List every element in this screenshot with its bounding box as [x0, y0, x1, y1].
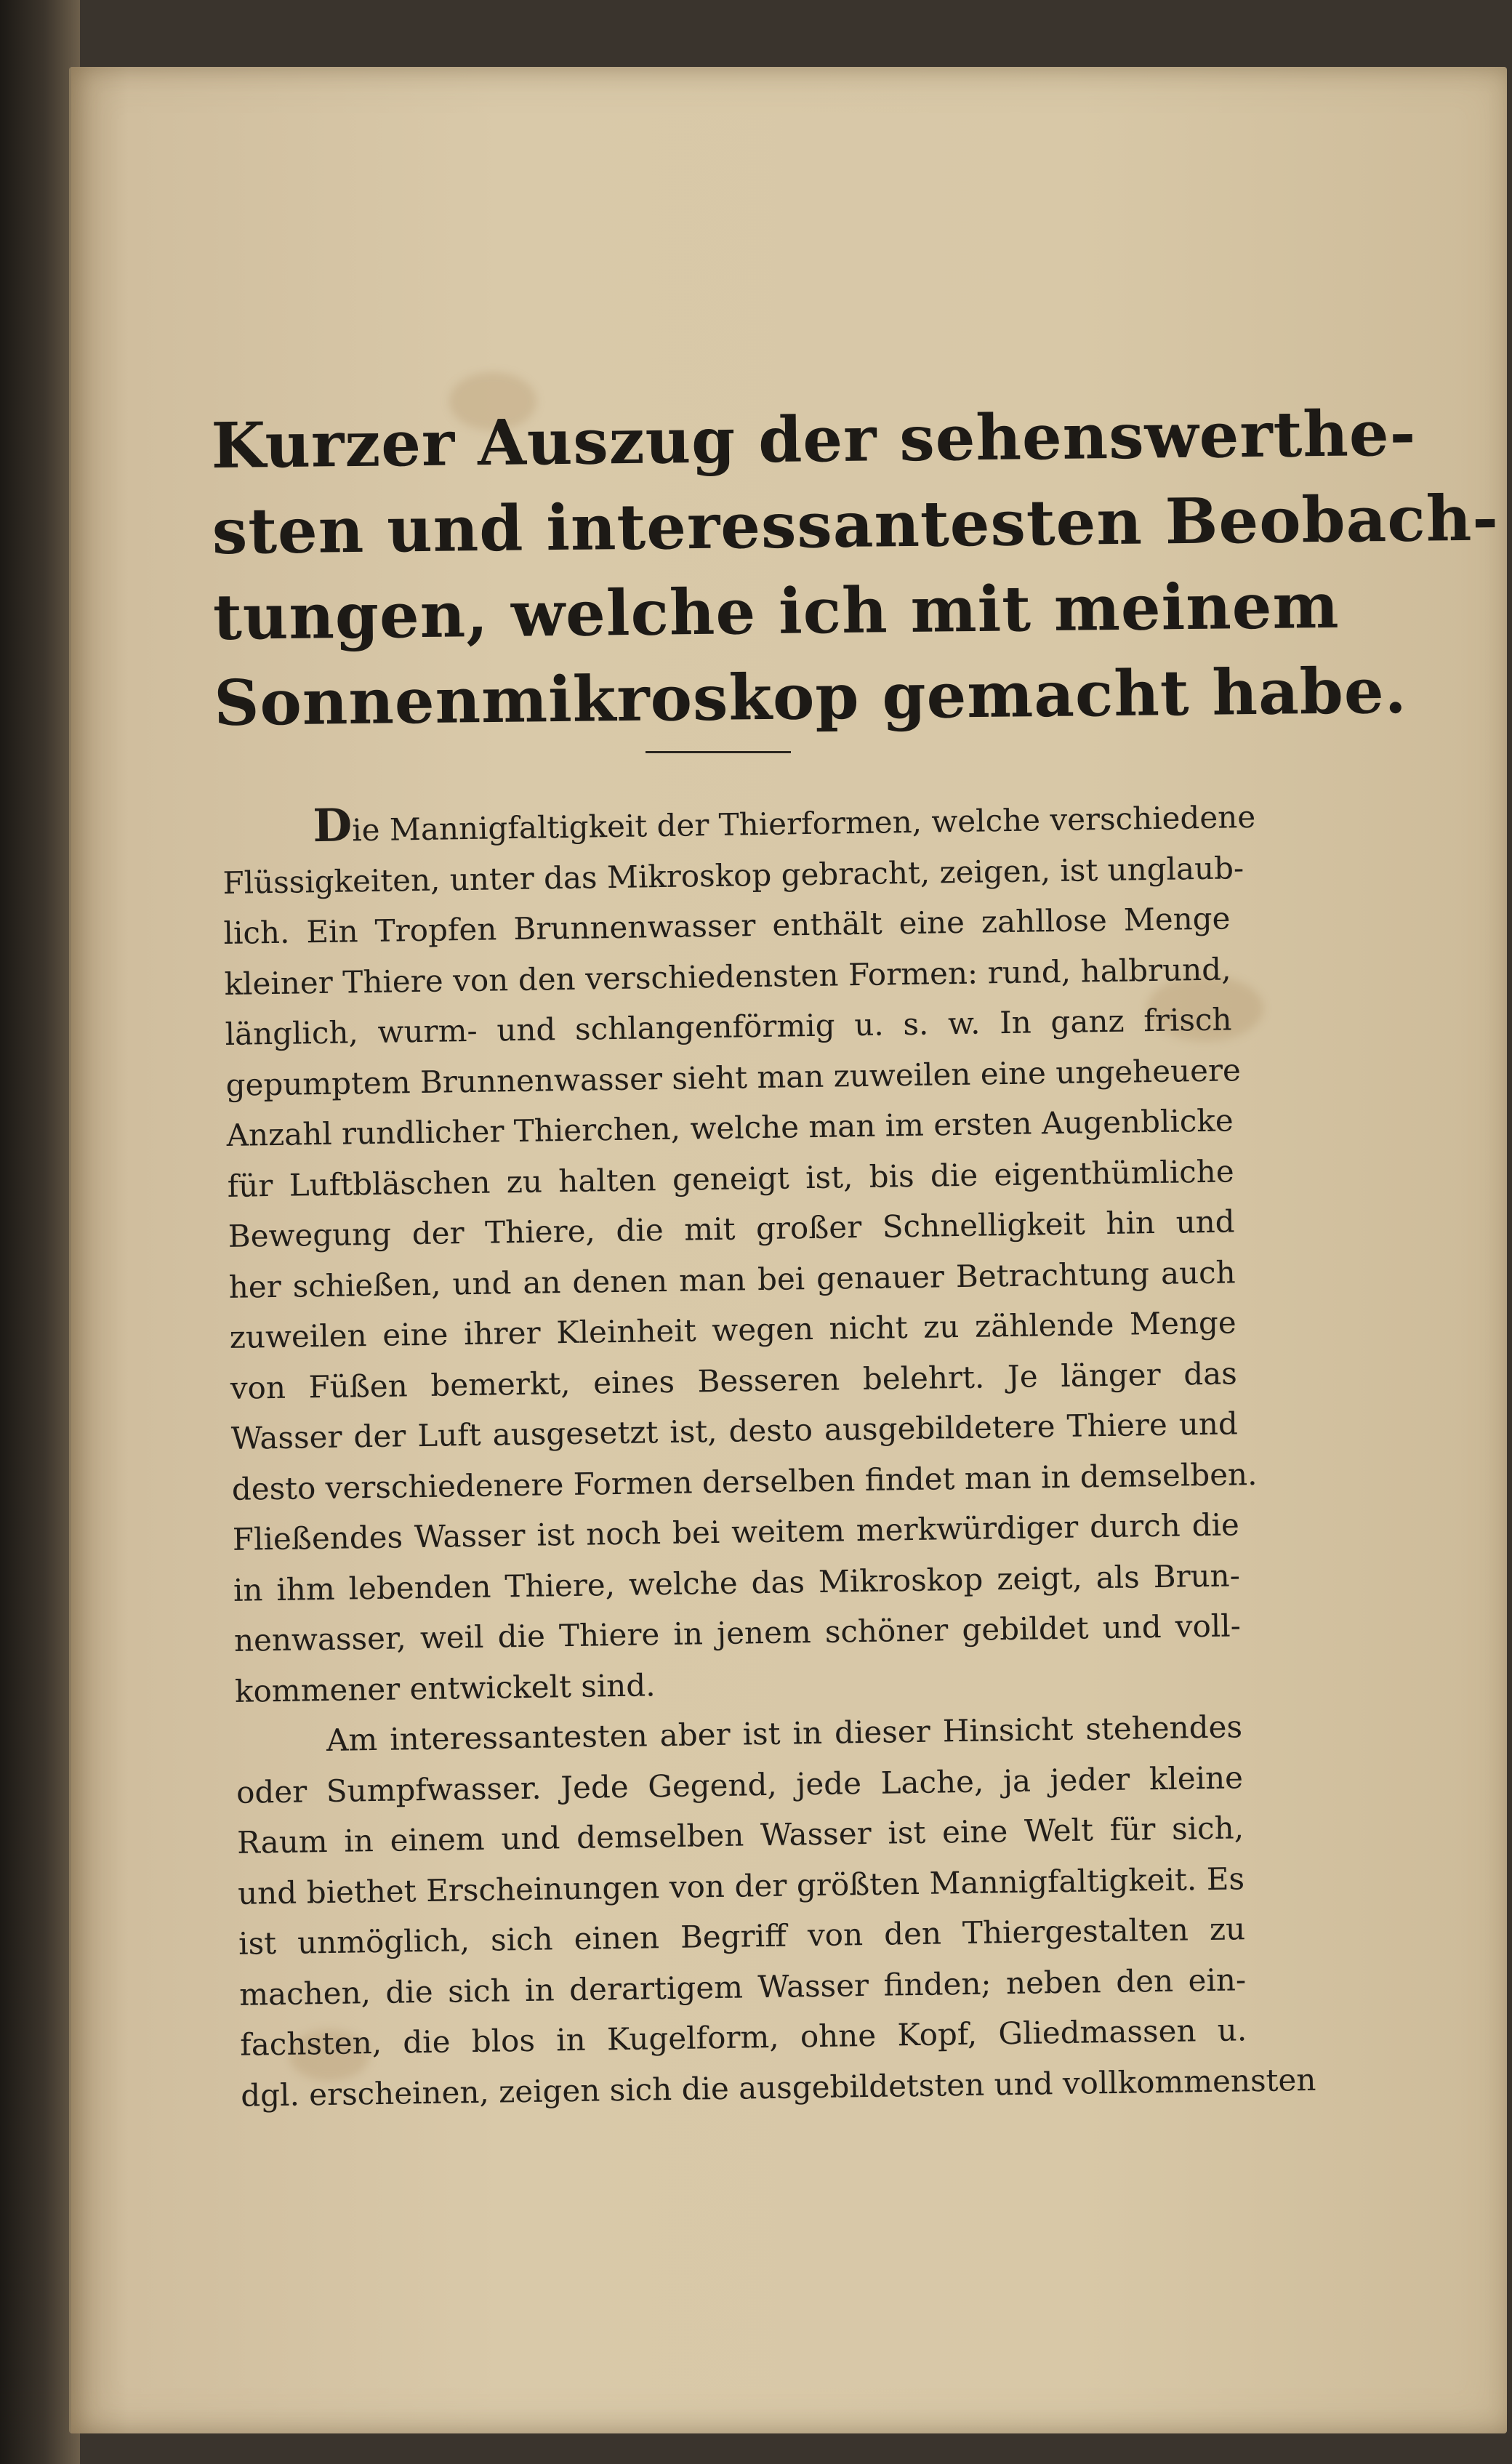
- text-line: dgl. erscheinen, zeigen sich die ausgebildetsten und vollkommensten: [240, 2061, 1316, 2114]
- text-line: kleiner Thiere von den verschiedensten Formen: rund, halbrund,: [224, 950, 1231, 1002]
- text-line: fachsten, die blos in Kugelform, ohne Kopf, Gliedmassen u.: [239, 2012, 1247, 2063]
- text-line: Am interessantesten aber ist in dieser Hinsicht stehendes: [326, 1709, 1243, 1759]
- drop-cap: D: [312, 798, 353, 853]
- text-line: her schießen, und an denen man bei genauer Betrachtung auch: [228, 1253, 1236, 1305]
- text-line: Flüssigkeiten, unter das Mikroskop gebracht, zeigen, ist unglaub-: [222, 849, 1244, 901]
- title-divider-rule: [646, 751, 791, 753]
- text-line: kommener entwickelt sind.: [234, 1666, 656, 1709]
- title-line: Kurzer Auszug der sehenswerthe-: [211, 396, 1417, 483]
- text-line: Raum in einem und demselben Wasser ist eine Welt für sich,: [236, 1810, 1244, 1861]
- title-line: Sonnenmikroskop gemacht habe.: [213, 654, 1408, 740]
- text-line: desto verschiedenere Formen derselben findet man in demselben.: [231, 1456, 1258, 1507]
- chapter-title: [211, 393, 1500, 747]
- title-line: sten und interessantesten Beobach-: [212, 481, 1500, 569]
- text-line: länglich, wurm- und schlangenförmig u. s. w. In ganz frisch: [225, 1001, 1232, 1052]
- text-line: lich. Ein Tropfen Brunnenwasser enthält eine zahllose Menge: [223, 900, 1231, 951]
- text-line: Fließendes Wasser ist noch bei weitem merkwürdiger durch die: [232, 1506, 1240, 1557]
- text-line: und biethet Erscheinungen von der größten Mannigfaltigkeit. Es: [237, 1860, 1245, 1911]
- text-line: Wasser der Luft ausgesetzt ist, desto ausgebildetere Thiere und: [230, 1405, 1239, 1456]
- text-line: Anzahl rundlicher Thierchen, welche man im ersten Augenblicke: [226, 1102, 1234, 1153]
- paragraph-2: [236, 1701, 1316, 2120]
- text-line: machen, die sich in derartigem Wasser finden; neben den ein-: [238, 1961, 1247, 2012]
- text-line: ist unmöglich, sich einen Begriff von den Thiergestalten zu: [238, 1911, 1246, 1962]
- text-line: von Füßen bemerkt, eines Besseren belehrt. Je länger das: [230, 1355, 1238, 1406]
- text-line: gepumptem Brunnenwasser sieht man zuweilen eine ungeheuere: [225, 1051, 1242, 1103]
- paragraph-1: [222, 792, 1258, 1716]
- first-line-text: ie Mannigfaltigkeit der Thierformen, welche verschiedene: [351, 798, 1256, 848]
- text-line: für Luftbläschen zu halten geneigt ist, bis die eigenthümliche: [227, 1152, 1234, 1204]
- title-line: tungen, welche ich mit meinem: [212, 569, 1340, 654]
- text-line: oder Sumpfwasser. Jede Gegend, jede Lache, ja jeder kleine: [236, 1759, 1244, 1810]
- text-line: zuweilen eine ihrer Kleinheit wegen nicht zu zählende Menge: [229, 1304, 1237, 1355]
- text-line: in ihm lebenden Thiere, welche das Mikroskop zeigt, als Brun-: [233, 1557, 1241, 1608]
- book-spine-shadow: [0, 0, 80, 2464]
- text-line: nenwasser, weil die Thiere in jenem schöner gebildet und voll-: [233, 1608, 1242, 1658]
- text-line: Bewegung der Thiere, die mit großer Schnelligkeit hin und: [228, 1203, 1235, 1254]
- body-text: [222, 792, 1316, 2120]
